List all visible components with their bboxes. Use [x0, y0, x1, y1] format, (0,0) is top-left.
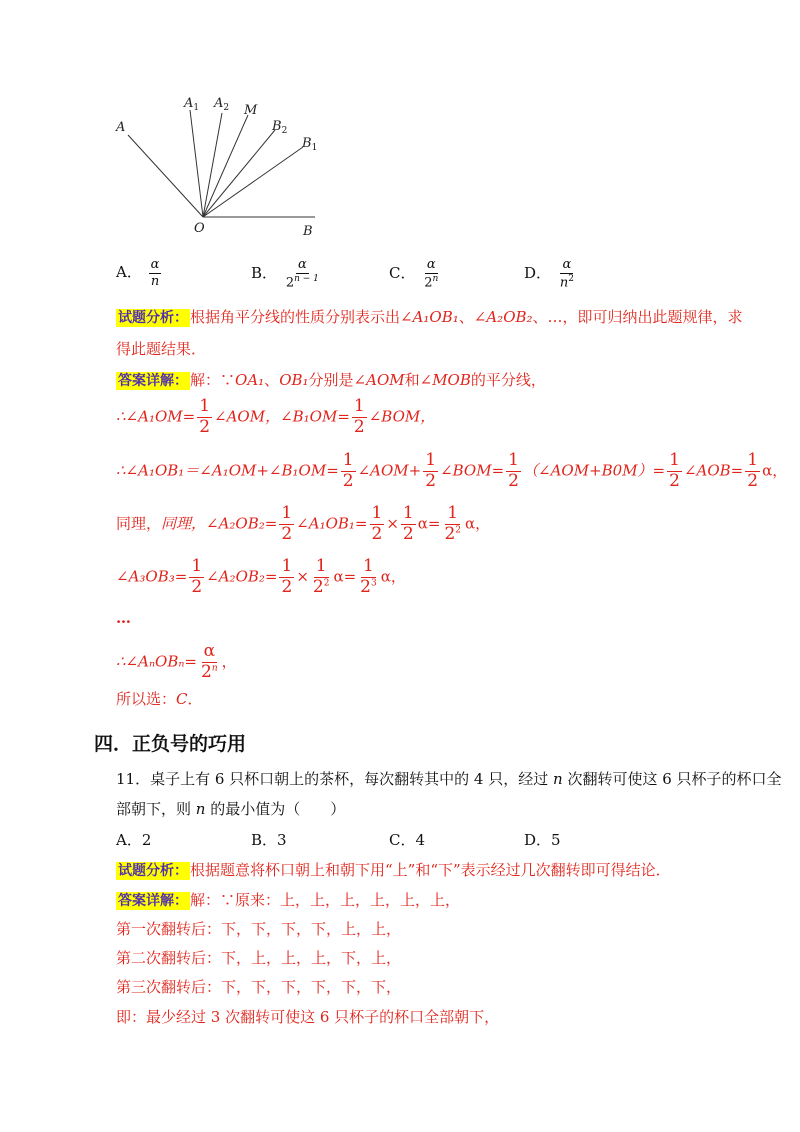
alpha-num: α — [203, 641, 216, 661]
q11-line1 — [116, 768, 782, 790]
option-c-exp: n — [432, 273, 439, 284]
half-den: 2 — [508, 470, 519, 491]
half-num: 1 — [191, 556, 203, 576]
ray-OB2 — [203, 130, 275, 217]
option-b-den: 2 — [285, 274, 295, 290]
option-c-den: 2 — [424, 274, 433, 290]
angle-bisector-figure — [110, 90, 340, 240]
answer-2-line5: 即：最少经过 3 次翻转可使这 6 只杯子的杯口全部朝下， — [116, 1008, 500, 1026]
answer-1-line1 — [116, 369, 546, 392]
ray-OA2 — [203, 113, 222, 217]
half-den: 2 — [402, 523, 414, 544]
option-a-num: α — [150, 257, 160, 272]
answer-1-line8 — [116, 688, 203, 710]
q11-option-a: A．2 — [116, 831, 152, 849]
a1l8-c: ． — [187, 690, 203, 708]
a1l3-f: α， — [762, 461, 788, 480]
ray-OA — [128, 135, 203, 217]
q11-l1-b: 次翻转可使这 6 只杯子的杯口全 — [562, 770, 782, 788]
half-num: 1 — [342, 450, 354, 470]
q11-l2-b: 的最小值为（ ） — [205, 800, 346, 818]
answer-tag: 答案详解： — [118, 373, 188, 389]
two-base: 2 — [444, 523, 456, 544]
half-num: 1 — [315, 556, 327, 576]
option-c — [389, 258, 442, 290]
exp-n: n — [211, 663, 218, 674]
analysis-1-text-b: A₁OB₁ — [412, 308, 459, 326]
a1l5-c: × — [296, 567, 309, 586]
option-d-den: n — [559, 274, 569, 290]
answer-1-line2 — [116, 398, 435, 437]
option-d — [524, 258, 578, 290]
analysis-2-text: 根据题意将杯口朝上和朝下用“上”和“下”表示经过几次翻转即可得结论． — [190, 861, 671, 879]
analysis-tag: 试题分析： — [118, 310, 188, 326]
a1l8-b: C — [176, 690, 188, 708]
a1l3-e: ∠AOB= — [683, 461, 744, 480]
half-den: 2 — [281, 576, 293, 597]
a1l5-d: α= — [333, 567, 357, 586]
option-b — [251, 258, 323, 290]
half-num: 1 — [425, 450, 437, 470]
two-base: 2 — [201, 661, 212, 682]
analysis-1-text-c: 、∠ — [458, 308, 487, 326]
a1l4-d: α= — [417, 514, 441, 533]
option-c-letter: C． — [389, 263, 416, 282]
q11-l1-n: n — [553, 770, 563, 788]
a1l7-a: ∴∠AₙOBₙ= — [116, 652, 197, 671]
half-num: 1 — [199, 396, 211, 416]
a1l2-c: ∠BOM， — [368, 407, 436, 426]
label-A1: $A_1$ — [184, 96, 200, 113]
a1l5-e: α， — [380, 567, 406, 586]
option-d-num: α — [562, 257, 572, 272]
half-den: 2 — [669, 470, 680, 491]
answer-1-line3 — [116, 452, 787, 491]
option-b-letter: B． — [251, 263, 278, 282]
label-O: O — [194, 221, 205, 236]
half-den: 2 — [191, 576, 203, 597]
a1l1-a: 解：∵ — [190, 371, 236, 389]
option-b-num: α — [297, 257, 307, 272]
a1l1-c: 、 — [264, 371, 280, 389]
a1l5-b: ∠A₂OB₂= — [206, 567, 278, 586]
label-B2: $B_2$ — [272, 119, 288, 136]
half-num: 1 — [747, 450, 759, 470]
q11-line2 — [116, 798, 345, 820]
a1l2-a: ∴∠A₁OM= — [116, 407, 196, 426]
half-num: 1 — [402, 503, 414, 523]
a1l7-b: ， — [221, 652, 237, 671]
a1l3-a: ∴∠A₁OB₁＝∠A₁OM+∠B₁OM= — [116, 461, 339, 480]
half-den: 2 — [353, 416, 365, 437]
a1l1-d: OB₁ — [279, 371, 309, 389]
a1l4-a: 同理，∠A₂OB₂= — [161, 514, 278, 533]
answer-2-line1-text: 解：∵原来：上，上，上，上，上，上， — [190, 891, 461, 909]
answer-tag-2: 答案详解： — [118, 893, 188, 909]
q11-l1-a: 11．桌子上有 6 只杯口朝上的茶杯，每次翻转其中的 4 只，经过 — [116, 770, 554, 788]
answer-1-line7 — [116, 643, 237, 682]
a1l1-b: OA₁ — [235, 371, 265, 389]
answer-1-line6: … — [116, 609, 131, 627]
option-d-exp: 2 — [568, 273, 574, 284]
half-den: 2 — [199, 416, 211, 437]
analysis-2 — [116, 859, 671, 882]
exp-3: 3 — [370, 578, 377, 589]
a1l8-a: 所以选： — [116, 690, 177, 708]
a1l1-f: AOM — [366, 371, 405, 389]
a1l4-c: × — [386, 514, 399, 533]
half-num: 1 — [447, 503, 459, 523]
a1l4-e: α， — [465, 514, 491, 533]
half-num: 1 — [669, 450, 680, 470]
answer-2-line1 — [116, 889, 460, 912]
option-c-num: α — [426, 257, 436, 272]
q11-l2-n: n — [195, 800, 206, 818]
label-A: A — [116, 120, 126, 135]
analysis-1-text-e: 、…，即可归纳出此题规律，求 — [532, 308, 743, 326]
analysis-1-line2: 得此题结果． — [116, 340, 207, 358]
q11-option-c: C．4 — [389, 831, 426, 849]
ray-OA1 — [190, 110, 203, 217]
label-B: B — [303, 224, 313, 239]
a1l3-b: ∠AOM+ — [357, 461, 422, 480]
exp-2: 2 — [323, 578, 330, 589]
option-a — [116, 258, 163, 288]
half-num: 1 — [508, 450, 519, 470]
a1l3-c: ∠BOM= — [440, 461, 505, 480]
analysis-tag-2: 试题分析： — [118, 863, 188, 879]
a1l1-e: 分别是∠ — [308, 371, 367, 389]
label-M: M — [244, 103, 258, 118]
answer-2-line3: 第二次翻转后：下，上，上，上，下，上， — [116, 949, 402, 967]
q11-option-d: D．5 — [524, 831, 561, 849]
a1l1-h: MOB — [432, 371, 471, 389]
q11-option-b: B．3 — [251, 831, 287, 849]
option-a-letter: A． — [116, 263, 142, 282]
q11-l2-a: 部朝下，则 — [116, 800, 196, 818]
answer-1-line4: 同理，同理，∠A₂OB₂= $\frac{1}{2}$ ∠A₁OB₁= $\frac{1}{2}$ × $\frac{1}{2}$ α= $\frac{1}{2^2}$ α， — [116, 503, 491, 544]
half-den: 2 — [425, 470, 437, 491]
half-den: 2 — [747, 470, 759, 491]
analysis-1-text-d: A₂OB₂ — [486, 308, 533, 326]
label-B1: $B_1$ — [302, 136, 318, 153]
a1l1-g: 和∠ — [404, 371, 433, 389]
a1l4-b: ∠A₁OB₁= — [296, 514, 368, 533]
half-num: 1 — [371, 503, 383, 523]
half-num: 1 — [353, 396, 365, 416]
a1l1-i: 的平分线， — [470, 371, 546, 389]
option-a-den: n — [150, 273, 160, 289]
half-num: 1 — [281, 503, 293, 523]
half-den: 2 — [342, 470, 354, 491]
half-num: 1 — [363, 556, 374, 576]
option-b-exp: n − 1 — [294, 273, 319, 284]
analysis-1-text-a: 根据角平分线的性质分别表示出∠ — [190, 308, 413, 326]
analysis-1-line1 — [116, 306, 743, 329]
exp-2: 2 — [455, 525, 461, 536]
two-base: 2 — [360, 576, 371, 597]
half-den: 2 — [281, 523, 293, 544]
a1l2-b: ∠AOM，∠B₁OM= — [214, 407, 350, 426]
two-base: 2 — [312, 576, 324, 597]
answer-1-line5 — [116, 558, 406, 597]
a1l3-d: （∠AOM+B0M）= — [523, 461, 666, 480]
option-d-letter: D． — [524, 263, 552, 282]
answer-2-line4: 第三次翻转后：下，下，下，下，下，下， — [116, 978, 402, 996]
answer-2-line2: 第一次翻转后：下，下，下，下，上，上， — [116, 920, 402, 938]
label-A2: $A_2$ — [214, 96, 230, 113]
section-heading: 四．正负号的巧用 — [94, 733, 247, 755]
half-den: 2 — [371, 523, 383, 544]
half-num: 1 — [281, 556, 293, 576]
a1l5-a: ∠A₃OB₃= — [116, 567, 188, 586]
